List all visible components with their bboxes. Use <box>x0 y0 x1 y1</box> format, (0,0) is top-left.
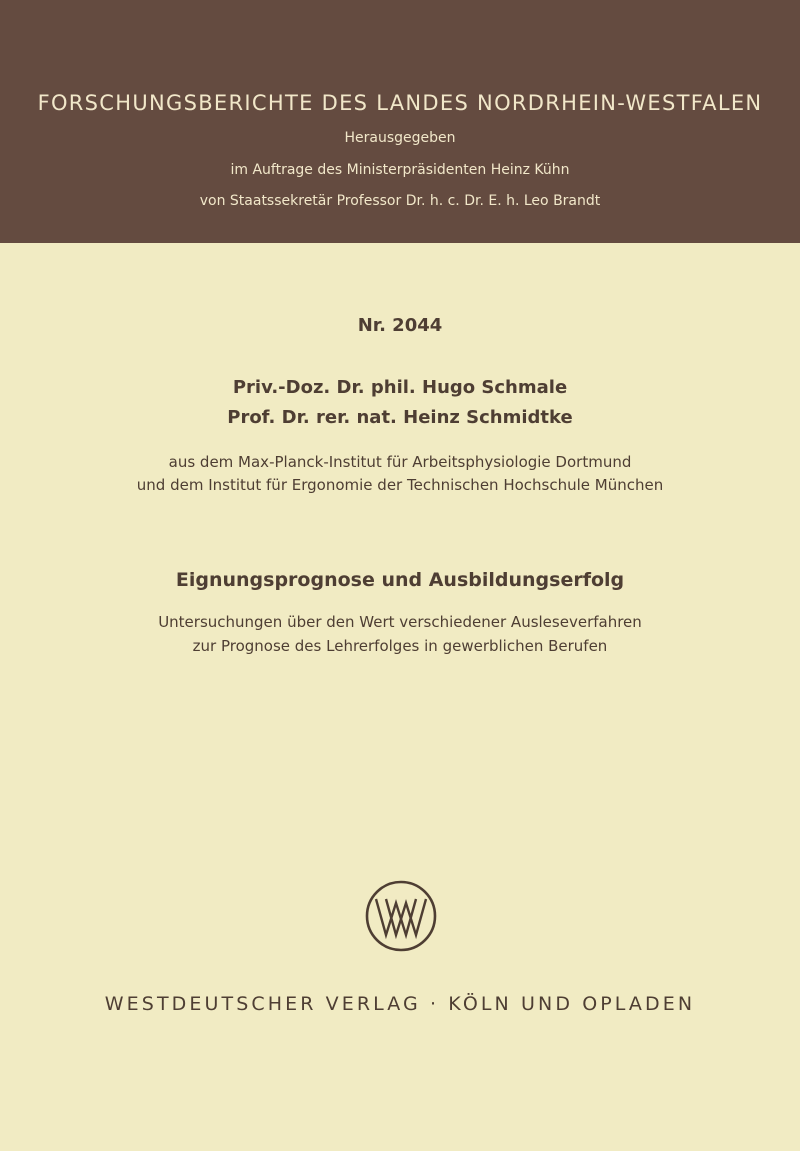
publisher-imprint: WESTDEUTSCHER VERLAG · KÖLN UND OPLADEN <box>104 993 696 1015</box>
series-title: FORSCHUNGSBERICHTE DES LANDES NORDRHEIN-WESTFALEN <box>37 91 763 115</box>
affiliation-1: aus dem Max-Planck-Institut für Arbeitsphysiologie Dortmund <box>168 453 632 471</box>
editor-line: von Staatssekretär Professor Dr. h. c. Dr. E. h. Leo Brandt <box>199 193 601 209</box>
editor-label: Herausgegeben <box>344 130 456 146</box>
westdeutscher-verlag-logo-icon <box>364 879 438 953</box>
header-band <box>0 0 800 243</box>
book-title: Eignungsprognose und Ausbildungserfolg <box>175 569 625 591</box>
report-number: Nr. 2044 <box>357 315 443 336</box>
subtitle-line-1: Untersuchungen über den Wert verschiedener Ausleseverfahren <box>158 613 642 631</box>
author-2: Prof. Dr. rer. nat. Heinz Schmidtke <box>227 407 573 428</box>
affiliation-2: und dem Institut für Ergonomie der Technischen Hochschule München <box>136 476 664 494</box>
subtitle-line-2: zur Prognose des Lehrerfolges in gewerblichen Berufen <box>192 637 608 655</box>
author-1: Priv.-Doz. Dr. phil. Hugo Schmale <box>232 377 568 398</box>
commission-line: im Auftrage des Ministerpräsidenten Heinz Kühn <box>230 162 570 178</box>
